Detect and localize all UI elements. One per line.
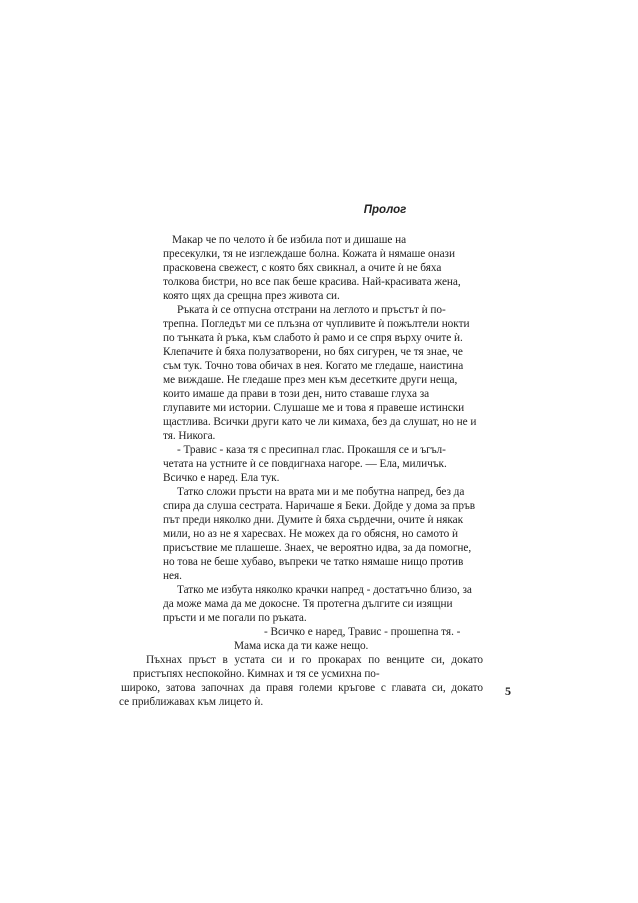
text-line: Мама иска да ти каже нещо. bbox=[234, 640, 369, 652]
text-line: мили, но аз не я харесвах. Не можех да го обясня, но самото ѝ bbox=[163, 528, 458, 540]
text-line: Татко ме избута няколко крачки напред - достатъчно близо, за bbox=[177, 584, 472, 596]
page-number: 5 bbox=[505, 684, 511, 698]
text-line: толкова бистри, но все пак беше красива. Най-красивата жена, bbox=[163, 276, 461, 288]
text-line: да може мама да ме докосне. Тя протегна дългите си изящни bbox=[163, 598, 453, 610]
text-line: присъствие ме плашеше. Знаех, че вероятно идва, за да помогне, bbox=[163, 542, 472, 554]
text-line: щастлива. Всички други като че ли кимаха, без да слушат, но не и bbox=[163, 416, 477, 428]
text-line: които имаше да прави в този ден, нито ставаше глуха за bbox=[163, 388, 430, 400]
text-line: Ръката ѝ се отпусна отстрани на леглото и пръстът ѝ по- bbox=[177, 304, 446, 316]
text-line: спира да слуша сестрата. Наричаше я Беки. Дойде у дома за пръв bbox=[163, 500, 476, 512]
text-line: Татко сложи пръсти на врата ми и ме побутна напред, без да bbox=[177, 486, 465, 498]
text-line: тя. Никога. bbox=[163, 430, 216, 442]
text-line: Пъхнах пръст в устата си и го прокарах по венците си, докато bbox=[146, 654, 483, 666]
text-line: която щях да срещна през живота си. bbox=[163, 290, 340, 302]
text-line: - Травис - каза тя с пресипнал глас. Прокашля се и ъгъл- bbox=[177, 444, 446, 456]
text-line: пресекулки, тя не изглеждаше болна. Кожата ѝ нямаше онази bbox=[163, 248, 455, 260]
text-line: съм тук. Точно това обичах в нея. Когато ме гледаше, наистина bbox=[163, 360, 464, 372]
text-line: ме виждаше. Не гледаше през мен към десетките други неща, bbox=[163, 374, 458, 386]
text-line: но това не беше хубаво, въпреки че татко нямаше нищо против bbox=[163, 556, 464, 568]
text-line: Всичко е наред. Ела тук. bbox=[163, 472, 280, 484]
text-line: Макар че по челото ѝ бе избила пот и дишаше на bbox=[172, 234, 407, 246]
text-line: се приближавах към лицето ѝ. bbox=[119, 696, 264, 708]
text-line: глупавите ми истории. Слушаше ме и това я правеше истински bbox=[163, 402, 465, 414]
text-line: широко, затова започнах да правя големи кръгове с главата си, докато bbox=[121, 682, 483, 694]
text-line: по тънката ѝ ръка, към слабото ѝ рамо и се спря върху очите ѝ. bbox=[163, 332, 463, 344]
text-line: трепна. Погледът ми се плъзна от чупливите ѝ пожълтели нокти bbox=[163, 318, 470, 330]
chapter-title: Пролог bbox=[363, 204, 407, 216]
text-line: - Всичко е наред, Травис - прошепна тя. - bbox=[264, 626, 461, 638]
text-line: четата на устните ѝ се повдигнаха нагоре. — Ела, миличък. bbox=[163, 458, 447, 470]
text-line: пръсти и ме погали по ръката. bbox=[163, 612, 307, 624]
text-line: път преди няколко дни. Думите ѝ бяха сърдечни, очите ѝ някак bbox=[163, 514, 464, 526]
text-line: пристъпях неспокойно. Кимнах и тя се усмихна по- bbox=[133, 668, 380, 680]
text-line: прасковена свежест, с която бях свикнал, а очите ѝ не бяха bbox=[163, 262, 442, 274]
text-line: нея. bbox=[163, 570, 182, 582]
text-line: Клепачите ѝ бяха полузатворени, но бях сигурен, че тя знае, че bbox=[163, 346, 463, 358]
